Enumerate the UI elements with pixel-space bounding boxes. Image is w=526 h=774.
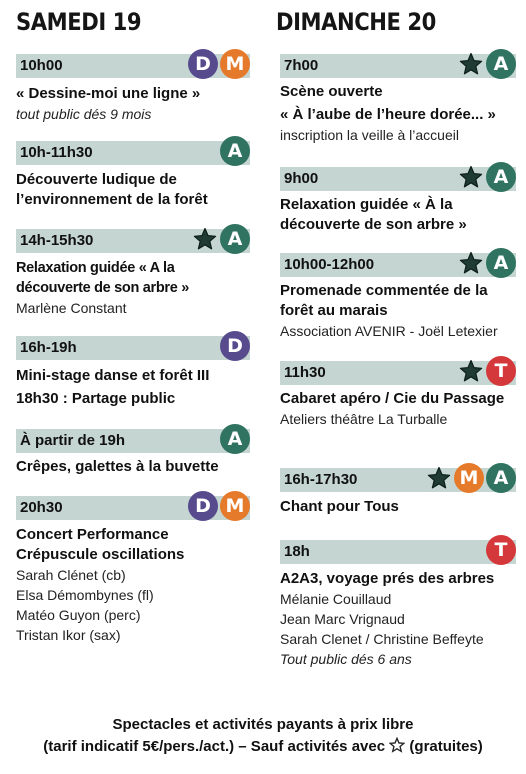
event-title: Crêpes, galettes à la buvette [16, 458, 219, 475]
event-time: 10h00 [20, 57, 63, 74]
badges [458, 356, 516, 386]
badges [486, 535, 516, 565]
activity-a-icon: A [486, 463, 516, 493]
event-detail: inscription la veille à l’accueil [280, 127, 459, 143]
event-detail: Sarah Clenet / Christine Beffeyte [280, 631, 484, 647]
badges [458, 248, 516, 278]
time-bar [16, 54, 250, 78]
event [16, 229, 250, 318]
event-time: À partir de 19h [20, 432, 126, 449]
activity-a-icon: A [220, 136, 250, 166]
event-detail: tout public dés 9 mois [16, 106, 152, 122]
time-bar [16, 429, 250, 453]
event-detail: Marlène Constant [16, 300, 127, 316]
free-star-icon [426, 465, 452, 491]
event-title: Promenade commentée de la forêt au marais [280, 282, 488, 319]
event-detail: Jean Marc Vrignaud [280, 611, 405, 627]
time-bar [280, 361, 516, 385]
event-detail: Association AVENIR - Joël Letexier [280, 323, 498, 339]
event-title: Mini-stage danse et forêt III [16, 367, 210, 384]
event-title: Chant pour Tous [280, 498, 399, 515]
free-star-icon [458, 164, 484, 190]
badges [220, 424, 250, 454]
event [16, 54, 250, 124]
event-time: 7h00 [284, 57, 319, 74]
day-title: DIMANCHE 20 [276, 8, 436, 36]
free-star-icon [458, 358, 484, 384]
event-time: 11h30 [284, 364, 326, 381]
activity-t-icon: T [486, 535, 516, 565]
event-detail: Sarah Clénet (cb) [16, 567, 126, 583]
free-star-icon [192, 226, 218, 252]
time-bar [16, 141, 250, 165]
day-title: SAMEDI 19 [16, 8, 142, 36]
badges [188, 491, 250, 521]
event [16, 336, 250, 409]
event [280, 468, 516, 517]
event-title: Concert Performance Crépuscule oscillations [16, 526, 185, 563]
time-bar [16, 229, 250, 253]
event-detail: Tristan Ikor (sax) [16, 627, 121, 643]
pricing-line-1: Spectacles et activités payants à prix libre [112, 716, 414, 733]
event-detail: Matéo Guyon (perc) [16, 607, 141, 623]
event-time: 16h-19h [20, 339, 77, 356]
event-time: 10h00-12h00 [284, 256, 375, 273]
badges [188, 49, 250, 79]
free-star-icon [458, 250, 484, 276]
time-bar [280, 167, 516, 191]
activity-a-icon: A [220, 224, 250, 254]
event-title: « Dessine-moi une ligne » [16, 85, 201, 102]
activity-a-icon: A [486, 248, 516, 278]
event [280, 540, 516, 669]
time-bar [280, 468, 516, 492]
badges [426, 463, 516, 493]
activity-m-icon: M [454, 463, 484, 493]
event-time: 9h00 [284, 170, 319, 187]
event-detail: Tout public dés 6 ans [280, 651, 412, 667]
activity-m-icon: M [220, 49, 250, 79]
free-star-icon [389, 737, 405, 753]
event-time: 10h-11h30 [20, 144, 93, 161]
free-label: (gratuites) [409, 738, 483, 755]
time-bar [16, 336, 250, 360]
activity-m-icon: M [220, 491, 250, 521]
event [280, 167, 516, 235]
event-title: Relaxation guidée « A la découverte de son arbre » [16, 260, 190, 296]
free-star-icon [458, 51, 484, 77]
pricing-text: (tarif indicatif 5€/pers./act.) – Sauf activités avec [43, 738, 386, 755]
event-title: Découverte ludique de l’environnement de la forêt [16, 171, 208, 208]
event-time: 16h-17h30 [284, 471, 358, 488]
time-bar [280, 54, 516, 78]
badges [458, 162, 516, 192]
event-subtitle: « À l’aube de l’heure dorée... » [280, 106, 496, 123]
event-title: Cabaret apéro / Cie du Passage [280, 390, 505, 407]
badges [458, 49, 516, 79]
event-detail: Elsa Démombynes (fl) [16, 587, 154, 603]
time-bar [16, 496, 250, 520]
event [16, 429, 250, 477]
event-title: Scène ouverte [280, 83, 383, 100]
event [16, 496, 250, 645]
event-detail: Mélanie Couillaud [280, 591, 392, 607]
activity-t-icon: T [486, 356, 516, 386]
activity-d-icon: D [188, 491, 218, 521]
pricing-note [0, 714, 526, 758]
activity-a-icon: A [220, 424, 250, 454]
badges [220, 136, 250, 166]
activity-a-icon: A [486, 49, 516, 79]
event-title: Relaxation guidée « À la découverte de son arbre » [280, 196, 467, 233]
event-title: A2A3, voyage prés des arbres [280, 570, 495, 587]
activity-d-icon: D [220, 331, 250, 361]
event [280, 361, 516, 429]
event-subtitle: 18h30 : Partage public [16, 390, 176, 407]
badges [192, 224, 250, 254]
activity-d-icon: D [188, 49, 218, 79]
activity-a-icon: A [486, 162, 516, 192]
event-time: 20h30 [20, 499, 63, 516]
event-time: 14h-15h30 [20, 232, 94, 249]
time-bar [280, 540, 516, 564]
badges [220, 331, 250, 361]
event [280, 253, 516, 341]
time-bar [280, 253, 516, 277]
event [16, 141, 250, 210]
event-detail: Ateliers théâtre La Turballe [280, 411, 448, 427]
event [280, 54, 516, 145]
pricing-line-2 [0, 736, 526, 758]
event-time: 18h [284, 543, 310, 560]
